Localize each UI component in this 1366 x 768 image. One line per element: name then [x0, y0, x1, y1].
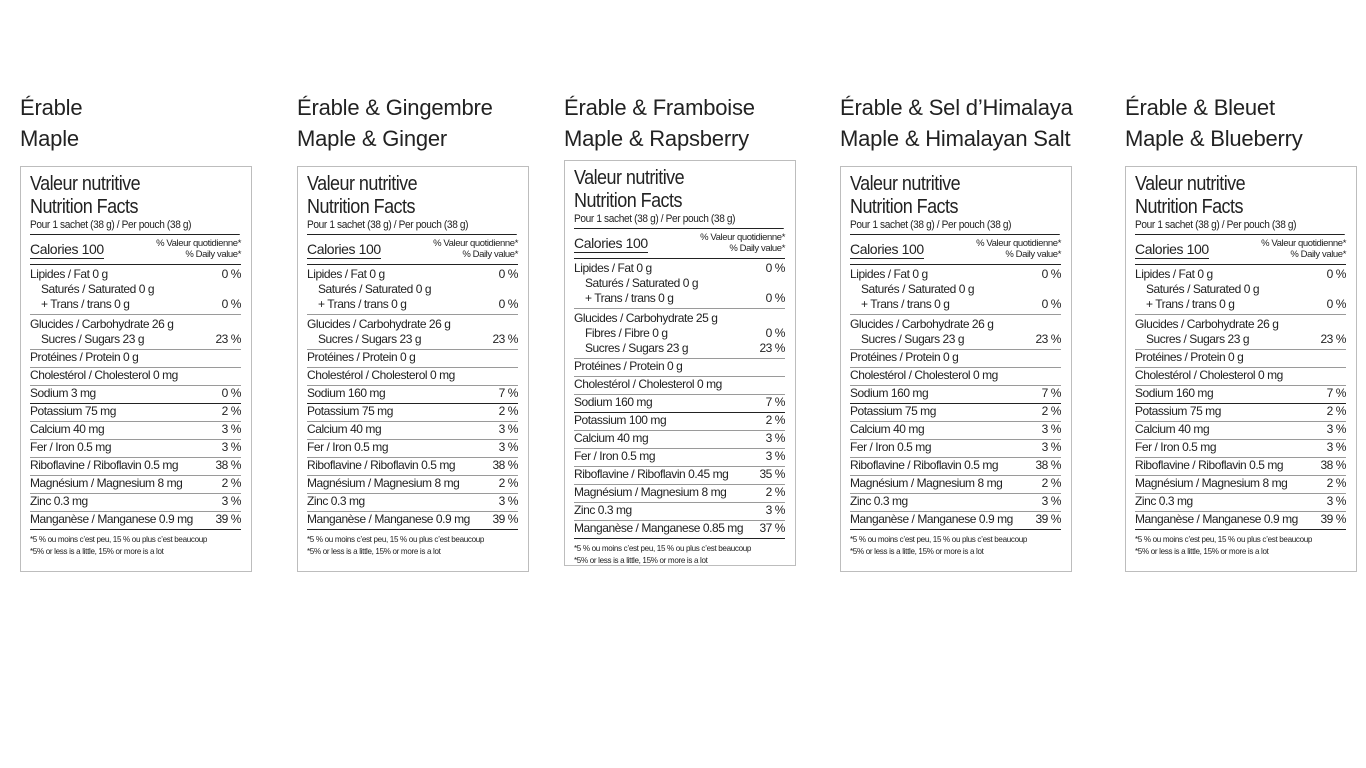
nutrient-row [307, 422, 518, 440]
nutrient-name: Protéines / Protein 0 g [850, 350, 959, 364]
daily-value-header [1261, 238, 1346, 260]
nutrient-row [850, 404, 1061, 422]
nutrient-row [1135, 476, 1346, 494]
nutrient-row [30, 476, 241, 494]
nutrient-daily-value: 3 % [1326, 440, 1346, 454]
nutrient-row [850, 297, 1061, 315]
product-name-fr: Érable & Framboise [564, 95, 755, 120]
nutrient-row [30, 512, 241, 530]
nutrient-daily-value: 0 % [1041, 297, 1061, 311]
heading-en: Nutrition Facts [574, 190, 682, 212]
nutrient-row [1135, 265, 1346, 282]
nutrient-name: Magnésium / Magnesium 8 mg [30, 476, 183, 490]
nutrient-row [574, 326, 785, 341]
footnote-en: *5% or less is a little, 15% or more is a lot [850, 545, 984, 556]
nutrient-name: Cholestérol / Cholesterol 0 mg [1135, 368, 1283, 382]
footnote-en: *5% or less is a little, 15% or more is a lot [574, 554, 708, 565]
nutrient-row [574, 291, 785, 309]
daily-value-header-fr: % Valeur quotidienne* [976, 238, 1061, 249]
serving-size: Pour 1 sachet (38 g) / Per pouch (38 g) [307, 219, 517, 235]
daily-value-header-fr: % Valeur quotidienne* [1261, 238, 1346, 249]
nutrient-daily-value: 39 % [1035, 512, 1061, 526]
nutrient-daily-value: 7 % [1326, 386, 1346, 400]
nutrient-row [1135, 386, 1346, 404]
nutrient-name: Cholestérol / Cholesterol 0 mg [30, 368, 178, 382]
nutrition-facts-table [840, 166, 1072, 572]
nutrient-daily-value: 38 % [492, 458, 518, 472]
daily-value-header [700, 232, 785, 254]
nutrient-name: Saturés / Saturated 0 g [1146, 282, 1260, 296]
product-panel [297, 92, 518, 556]
nutrient-daily-value: 3 % [498, 440, 518, 454]
nutrient-name: Saturés / Saturated 0 g [861, 282, 975, 296]
serving-size: Pour 1 sachet (38 g) / Per pouch (38 g) [1135, 219, 1345, 235]
nutrient-row [850, 350, 1061, 368]
nutrient-row [850, 265, 1061, 282]
nutrient-row [307, 265, 518, 282]
nutrient-row [307, 458, 518, 476]
nutrient-name: Fer / Iron 0.5 mg [30, 440, 112, 454]
nutrient-row [574, 309, 785, 326]
nutrient-row [1135, 404, 1346, 422]
nutrient-name: Fibres / Fibre 0 g [585, 326, 668, 340]
nutrient-name: Calcium 40 mg [1135, 422, 1210, 436]
nutrient-row [30, 386, 241, 404]
nutrient-daily-value: 23 % [1035, 332, 1061, 346]
nutrient-name: Lipides / Fat 0 g [850, 267, 928, 281]
daily-value-header [156, 238, 241, 260]
nutrient-daily-value: 35 % [759, 467, 785, 481]
nutrient-daily-value: 38 % [1320, 458, 1346, 472]
calories: Calories 100 [307, 238, 381, 259]
nutrient-row [307, 494, 518, 512]
nutrient-row [574, 259, 785, 276]
product-name-en: Maple & Ginger [297, 126, 448, 151]
footnote [574, 543, 785, 566]
nutrition-facts-table [20, 166, 252, 572]
nutrient-daily-value: 3 % [221, 494, 241, 508]
product-name-fr: Érable & Bleuet [1125, 95, 1275, 120]
nutrient-daily-value: 38 % [215, 458, 241, 472]
product-name-en: Maple & Rapsberry [564, 126, 749, 151]
daily-value-header-fr: % Valeur quotidienne* [156, 238, 241, 249]
nutrient-name: Manganèse / Manganese 0.9 mg [307, 512, 470, 526]
nutrient-row [574, 276, 785, 291]
nutrient-row [307, 297, 518, 315]
heading-fr: Valeur nutritive [574, 167, 685, 189]
nutrient-name: Sucres / Sugars 23 g [318, 332, 422, 346]
nutrient-name: Sodium 160 mg [850, 386, 929, 400]
nutrient-rows [850, 265, 1061, 530]
nutrient-name: Sodium 160 mg [1135, 386, 1214, 400]
nutrient-name: Saturés / Saturated 0 g [585, 276, 699, 290]
nutrient-daily-value: 0 % [221, 386, 241, 400]
nutrient-name: Lipides / Fat 0 g [574, 261, 652, 275]
nutrient-row [850, 422, 1061, 440]
nutrient-name: Sucres / Sugars 23 g [41, 332, 145, 346]
nutrient-row [1135, 315, 1346, 332]
nutrient-daily-value: 0 % [1326, 267, 1346, 281]
nutrient-daily-value: 0 % [1326, 297, 1346, 311]
nutrient-daily-value: 23 % [1320, 332, 1346, 346]
nutrient-name: Zinc 0.3 mg [850, 494, 908, 508]
product-panel [840, 92, 1073, 556]
nutrient-name: Potassium 75 mg [307, 404, 393, 418]
nutrient-name: Riboflavine / Riboflavin 0.5 mg [850, 458, 999, 472]
heading-en: Nutrition Facts [850, 196, 958, 218]
nutrient-daily-value: 39 % [492, 512, 518, 526]
nutrient-row [850, 282, 1061, 297]
nutrient-rows [574, 259, 785, 539]
nutrient-row [30, 282, 241, 297]
nutrient-name: Sodium 160 mg [574, 395, 653, 409]
serving-size: Pour 1 sachet (38 g) / Per pouch (38 g) [574, 213, 784, 229]
nutrient-row [30, 350, 241, 368]
nutrient-daily-value: 3 % [1041, 440, 1061, 454]
footnote [850, 534, 1061, 557]
nutrient-row [850, 315, 1061, 332]
daily-value-header-en: % Daily value* [729, 243, 785, 254]
nutrient-rows [1135, 265, 1346, 530]
nutrient-daily-value: 23 % [759, 341, 785, 355]
nutrient-daily-value: 2 % [498, 404, 518, 418]
nutrient-row [574, 359, 785, 377]
nutrient-name: Sucres / Sugars 23 g [585, 341, 689, 355]
nutrient-name: Calcium 40 mg [574, 431, 649, 445]
nutrient-name: Zinc 0.3 mg [574, 503, 632, 517]
serving-size: Pour 1 sachet (38 g) / Per pouch (38 g) [30, 219, 240, 235]
nutrient-name: Potassium 100 mg [574, 413, 667, 427]
nutrient-name: Protéines / Protein 0 g [574, 359, 683, 373]
nutrient-row [1135, 282, 1346, 297]
nutrient-name: Sucres / Sugars 23 g [861, 332, 965, 346]
nutrient-row [574, 467, 785, 485]
nutrient-row [30, 297, 241, 315]
nutrient-name: Calcium 40 mg [307, 422, 382, 436]
footnote [1135, 534, 1346, 557]
nutrient-row [307, 315, 518, 332]
nutrient-daily-value: 23 % [215, 332, 241, 346]
daily-value-header-en: % Daily value* [185, 249, 241, 260]
calories: Calories 100 [1135, 238, 1209, 259]
nutrient-row [574, 341, 785, 359]
calories: Calories 100 [574, 232, 648, 253]
nutrient-daily-value: 39 % [1320, 512, 1346, 526]
nutrient-name: Calcium 40 mg [30, 422, 105, 436]
nutrient-daily-value: 7 % [498, 386, 518, 400]
nutrient-name: Glucides / Carbohydrate 26 g [30, 317, 174, 331]
nutrient-name: Riboflavine / Riboflavin 0.45 mg [574, 467, 729, 481]
nutrient-name: Magnésium / Magnesium 8 mg [307, 476, 460, 490]
nutrient-row [30, 368, 241, 386]
nutrient-name: Manganèse / Manganese 0.9 mg [1135, 512, 1298, 526]
nutrient-row [850, 332, 1061, 350]
nutrient-daily-value: 0 % [498, 297, 518, 311]
nutrient-row [574, 431, 785, 449]
nutrient-row [574, 377, 785, 395]
nutrient-name: Potassium 75 mg [1135, 404, 1221, 418]
nutrient-daily-value: 2 % [1041, 404, 1061, 418]
nutrient-name: Manganèse / Manganese 0.9 mg [850, 512, 1013, 526]
nutrient-row [307, 476, 518, 494]
product-name-fr: Érable & Sel d’Himalaya [840, 95, 1073, 120]
nutrient-name: Cholestérol / Cholesterol 0 mg [850, 368, 998, 382]
nutrient-daily-value: 0 % [1041, 267, 1061, 281]
nutrient-row [307, 368, 518, 386]
heading-fr: Valeur nutritive [1135, 173, 1246, 195]
nutrient-rows [307, 265, 518, 530]
nutrient-name: Magnésium / Magnesium 8 mg [574, 485, 727, 499]
nutrient-daily-value: 2 % [1041, 476, 1061, 490]
nutrient-row [850, 476, 1061, 494]
nutrient-daily-value: 0 % [765, 326, 785, 340]
nutrient-row [1135, 512, 1346, 530]
nutrient-name: Fer / Iron 0.5 mg [850, 440, 932, 454]
footnote-fr: *5 % ou moins c’est peu, 15 % ou plus c’est beaucoup [307, 534, 485, 544]
nutrient-row [1135, 422, 1346, 440]
nutrient-row [1135, 458, 1346, 476]
nutrient-row [307, 282, 518, 297]
nutrient-daily-value: 0 % [221, 297, 241, 311]
footnote-en: *5% or less is a little, 15% or more is a lot [30, 545, 164, 556]
calories-row [30, 238, 241, 265]
calories-row [850, 238, 1061, 265]
product-panel [564, 92, 785, 565]
product-panel [20, 92, 241, 556]
nutrient-row [574, 521, 785, 539]
nutrient-name: Glucides / Carbohydrate 25 g [574, 311, 718, 325]
daily-value-header [976, 238, 1061, 260]
heading-fr: Valeur nutritive [30, 173, 141, 195]
daily-value-header-en: % Daily value* [1290, 249, 1346, 260]
nutrient-name: Riboflavine / Riboflavin 0.5 mg [30, 458, 179, 472]
nutrient-name: Saturés / Saturated 0 g [41, 282, 155, 296]
nutrient-daily-value: 7 % [765, 395, 785, 409]
nutrient-daily-value: 0 % [498, 267, 518, 281]
nutrient-name: + Trans / trans 0 g [318, 297, 407, 311]
nutrient-name: Glucides / Carbohydrate 26 g [307, 317, 451, 331]
nutrient-daily-value: 3 % [765, 431, 785, 445]
nutrient-daily-value: 7 % [1041, 386, 1061, 400]
nutrient-name: Magnésium / Magnesium 8 mg [850, 476, 1003, 490]
heading-en: Nutrition Facts [30, 196, 138, 218]
nutrient-daily-value: 0 % [765, 291, 785, 305]
nutrient-row [574, 503, 785, 521]
nutrient-row [850, 458, 1061, 476]
nutrient-daily-value: 3 % [1041, 494, 1061, 508]
nutrient-daily-value: 23 % [492, 332, 518, 346]
footnote-fr: *5 % ou moins c’est peu, 15 % ou plus c’est beaucoup [574, 543, 752, 553]
product-name-fr: Érable & Gingembre [297, 95, 493, 120]
nutrient-name: Sodium 160 mg [307, 386, 386, 400]
heading-fr: Valeur nutritive [307, 173, 418, 195]
nutrition-facts-table [1125, 166, 1357, 572]
nutrient-row [307, 512, 518, 530]
nutrient-name: Manganèse / Manganese 0.85 mg [574, 521, 744, 535]
calories-row [1135, 238, 1346, 265]
nutrient-row [574, 485, 785, 503]
nutrient-row [307, 440, 518, 458]
nutrient-name: Cholestérol / Cholesterol 0 mg [307, 368, 455, 382]
nutrient-name: Protéines / Protein 0 g [30, 350, 139, 364]
nutrient-row [30, 315, 241, 332]
nutrient-name: + Trans / trans 0 g [861, 297, 950, 311]
product-panel [1125, 92, 1346, 556]
product-name-en: Maple & Blueberry [1125, 126, 1303, 151]
nutrient-row [850, 494, 1061, 512]
nutrient-row [307, 404, 518, 422]
product-name-en: Maple & Himalayan Salt [840, 126, 1071, 151]
nutrient-daily-value: 3 % [765, 449, 785, 463]
nutrition-facts-table [297, 166, 529, 572]
nutrient-row [30, 332, 241, 350]
nutrient-name: Fer / Iron 0.5 mg [307, 440, 389, 454]
nutrient-daily-value: 2 % [765, 413, 785, 427]
nutrient-name: + Trans / trans 0 g [1146, 297, 1235, 311]
nutrient-name: Zinc 0.3 mg [1135, 494, 1193, 508]
serving-size: Pour 1 sachet (38 g) / Per pouch (38 g) [850, 219, 1060, 235]
calories-row [307, 238, 518, 265]
nutrient-row [574, 395, 785, 413]
nutrient-daily-value: 2 % [221, 476, 241, 490]
nutrient-name: Sodium 3 mg [30, 386, 96, 400]
nutrient-name: Manganèse / Manganese 0.9 mg [30, 512, 193, 526]
calories: Calories 100 [850, 238, 924, 259]
nutrient-row [30, 422, 241, 440]
calories: Calories 100 [30, 238, 104, 259]
heading-fr: Valeur nutritive [850, 173, 961, 195]
nutrient-row [574, 413, 785, 431]
nutrient-row [30, 494, 241, 512]
footnote [307, 534, 518, 557]
nutrient-name: Protéines / Protein 0 g [307, 350, 416, 364]
nutrient-daily-value: 0 % [221, 267, 241, 281]
nutrient-daily-value: 2 % [1326, 404, 1346, 418]
nutrient-daily-value: 3 % [221, 422, 241, 436]
nutrient-name: Potassium 75 mg [30, 404, 116, 418]
nutrient-row [307, 350, 518, 368]
nutrient-daily-value: 37 % [759, 521, 785, 535]
nutrient-name: Lipides / Fat 0 g [307, 267, 385, 281]
nutrient-name: + Trans / trans 0 g [585, 291, 674, 305]
nutrient-name: Cholestérol / Cholesterol 0 mg [574, 377, 722, 391]
nutrient-name: Lipides / Fat 0 g [30, 267, 108, 281]
nutrient-daily-value: 3 % [765, 503, 785, 517]
nutrient-daily-value: 38 % [1035, 458, 1061, 472]
nutrient-daily-value: 3 % [1326, 494, 1346, 508]
nutrient-row [1135, 368, 1346, 386]
footnote-en: *5% or less is a little, 15% or more is a lot [307, 545, 441, 556]
heading-en: Nutrition Facts [307, 196, 415, 218]
nutrient-row [307, 332, 518, 350]
nutrient-name: Lipides / Fat 0 g [1135, 267, 1213, 281]
daily-value-header-fr: % Valeur quotidienne* [700, 232, 785, 243]
footnote-fr: *5 % ou moins c’est peu, 15 % ou plus c’est beaucoup [30, 534, 208, 544]
nutrient-rows [30, 265, 241, 530]
nutrient-name: Glucides / Carbohydrate 26 g [850, 317, 994, 331]
daily-value-header-en: % Daily value* [1005, 249, 1061, 260]
heading-en: Nutrition Facts [1135, 196, 1243, 218]
nutrient-name: Protéines / Protein 0 g [1135, 350, 1244, 364]
nutrient-row [30, 440, 241, 458]
nutrient-row [850, 440, 1061, 458]
nutrient-name: Fer / Iron 0.5 mg [1135, 440, 1217, 454]
product-name-fr: Érable [20, 95, 83, 120]
nutrient-row [1135, 350, 1346, 368]
nutrient-name: Zinc 0.3 mg [30, 494, 88, 508]
nutrient-daily-value: 2 % [498, 476, 518, 490]
footnote-fr: *5 % ou moins c’est peu, 15 % ou plus c’est beaucoup [1135, 534, 1313, 544]
nutrient-row [1135, 494, 1346, 512]
nutrient-daily-value: 3 % [498, 422, 518, 436]
nutrient-row [1135, 332, 1346, 350]
nutrient-name: Zinc 0.3 mg [307, 494, 365, 508]
nutrient-name: Glucides / Carbohydrate 26 g [1135, 317, 1279, 331]
footnote [30, 534, 241, 557]
product-name-en: Maple [20, 126, 79, 151]
nutrient-row [1135, 297, 1346, 315]
nutrient-daily-value: 3 % [1326, 422, 1346, 436]
footnote-fr: *5 % ou moins c’est peu, 15 % ou plus c’est beaucoup [850, 534, 1028, 544]
nutrient-daily-value: 39 % [215, 512, 241, 526]
nutrient-daily-value: 3 % [498, 494, 518, 508]
nutrient-name: Calcium 40 mg [850, 422, 925, 436]
nutrient-row [1135, 440, 1346, 458]
nutrient-name: Magnésium / Magnesium 8 mg [1135, 476, 1288, 490]
nutrient-row [574, 449, 785, 467]
nutrient-row [30, 404, 241, 422]
nutrition-facts-table [564, 160, 796, 566]
nutrient-row [850, 512, 1061, 530]
daily-value-header [433, 238, 518, 260]
nutrient-name: Riboflavine / Riboflavin 0.5 mg [307, 458, 456, 472]
nutrient-name: Potassium 75 mg [850, 404, 936, 418]
nutrient-name: Sucres / Sugars 23 g [1146, 332, 1250, 346]
daily-value-header-en: % Daily value* [462, 249, 518, 260]
nutrient-daily-value: 0 % [765, 261, 785, 275]
nutrient-name: + Trans / trans 0 g [41, 297, 130, 311]
daily-value-header-fr: % Valeur quotidienne* [433, 238, 518, 249]
nutrient-daily-value: 2 % [1326, 476, 1346, 490]
calories-row [574, 232, 785, 259]
nutrient-daily-value: 3 % [221, 440, 241, 454]
nutrient-row [850, 368, 1061, 386]
nutrient-row [30, 458, 241, 476]
nutrient-name: Fer / Iron 0.5 mg [574, 449, 656, 463]
nutrient-row [30, 265, 241, 282]
nutrient-row [850, 386, 1061, 404]
footnote-en: *5% or less is a little, 15% or more is a lot [1135, 545, 1269, 556]
nutrient-daily-value: 2 % [765, 485, 785, 499]
nutrient-name: Riboflavine / Riboflavin 0.5 mg [1135, 458, 1284, 472]
nutrient-daily-value: 2 % [221, 404, 241, 418]
nutrient-daily-value: 3 % [1041, 422, 1061, 436]
nutrient-name: Saturés / Saturated 0 g [318, 282, 432, 296]
nutrient-row [307, 386, 518, 404]
